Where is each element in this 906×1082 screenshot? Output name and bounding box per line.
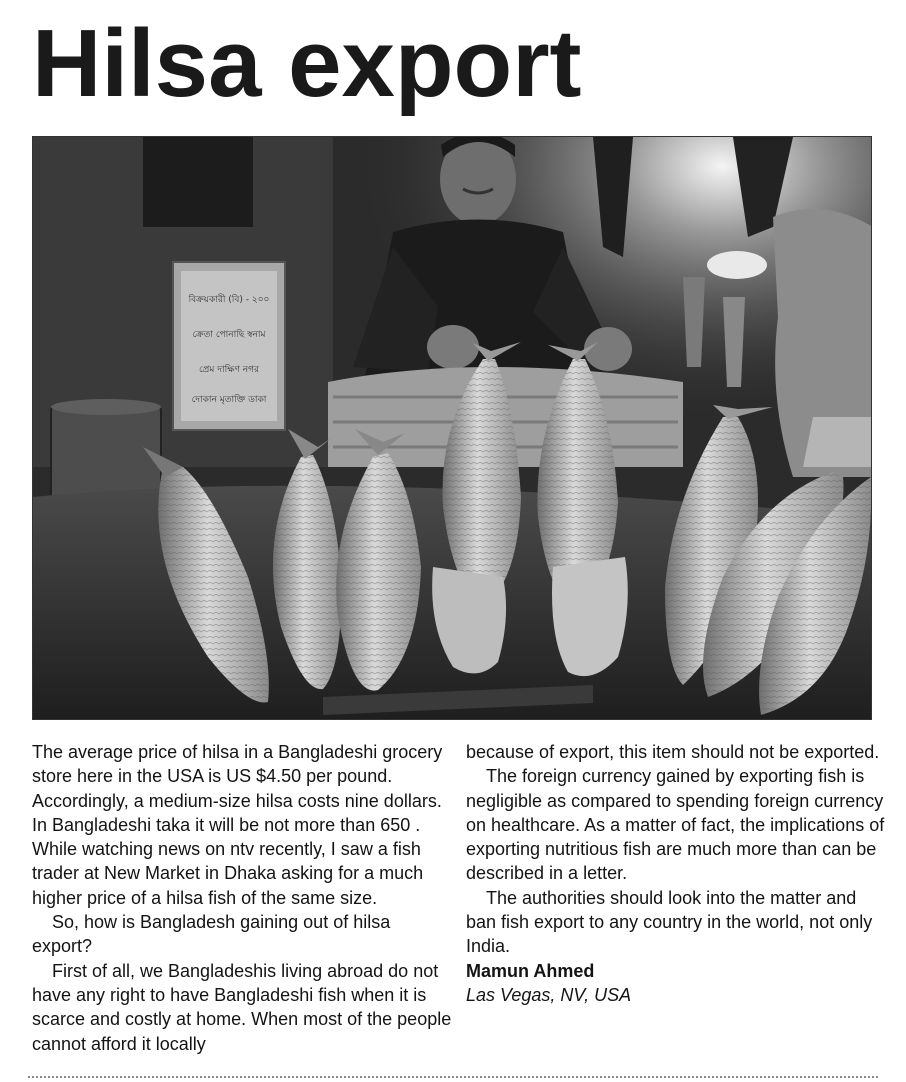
letter-column-1: [32, 740, 452, 1056]
poster-line-4: দোকান মৃতাক্তি ডাকা: [191, 395, 267, 405]
letter-column-2: [466, 740, 886, 1007]
hilsa-fish-7: [552, 557, 628, 676]
letter-paragraph-3-continued: because of export, this item should not be exported.: [466, 742, 880, 762]
signature-place: Las Vegas, NV, USA: [466, 984, 632, 1005]
signature-name: Mamun Ahmed: [466, 960, 595, 981]
fish-vendor-illustration: [33, 137, 872, 720]
poster-line-1: বিক্রয়কারী (বি) - ২০০: [188, 295, 270, 305]
bottom-divider: [28, 1076, 878, 1078]
headline: Hilsa export: [32, 10, 582, 117]
poster-line-3: প্রেম দাক্ষিণ নগর: [199, 365, 259, 375]
letter-paragraph-4: The foreign currency gained by exporting fish is negligible as compared to spending foreign currency on healthcare. As a matter of fact, the implications of exporting nutritious fish are much more than can be described in a letter.: [466, 766, 885, 884]
wall-poster: [173, 262, 285, 430]
letter-paragraph-2: So, how is Bangladesh gaining out of hilsa export?: [32, 912, 391, 957]
letter-paragraph-5: The authorities should look into the matter and ban fish export to any country in the world, not only India.: [466, 887, 873, 957]
letter-paragraph-3: First of all, we Bangladeshis living abroad do not have any right to have Bangladeshi fish when it is scarce and costly at home. When most of the people cannot afford it locally: [32, 960, 452, 1054]
market-photo: [32, 136, 872, 720]
second-person: [773, 209, 872, 477]
letter-paragraph-1: The average price of hilsa in a Bangladeshi grocery store here in the USA is US $4.50 per pound. Accordingly, a medium-size hilsa costs nine dollars. In Bangladeshi taka it will be not more than 650 . While watching news on ntv recently, I saw a fish trader at New Market in Dhaka asking for a much higher price of a hilsa fish of the same size.: [32, 742, 443, 908]
poster-line-2: ক্রেতা পোনাছি স্বনাম: [192, 330, 266, 340]
